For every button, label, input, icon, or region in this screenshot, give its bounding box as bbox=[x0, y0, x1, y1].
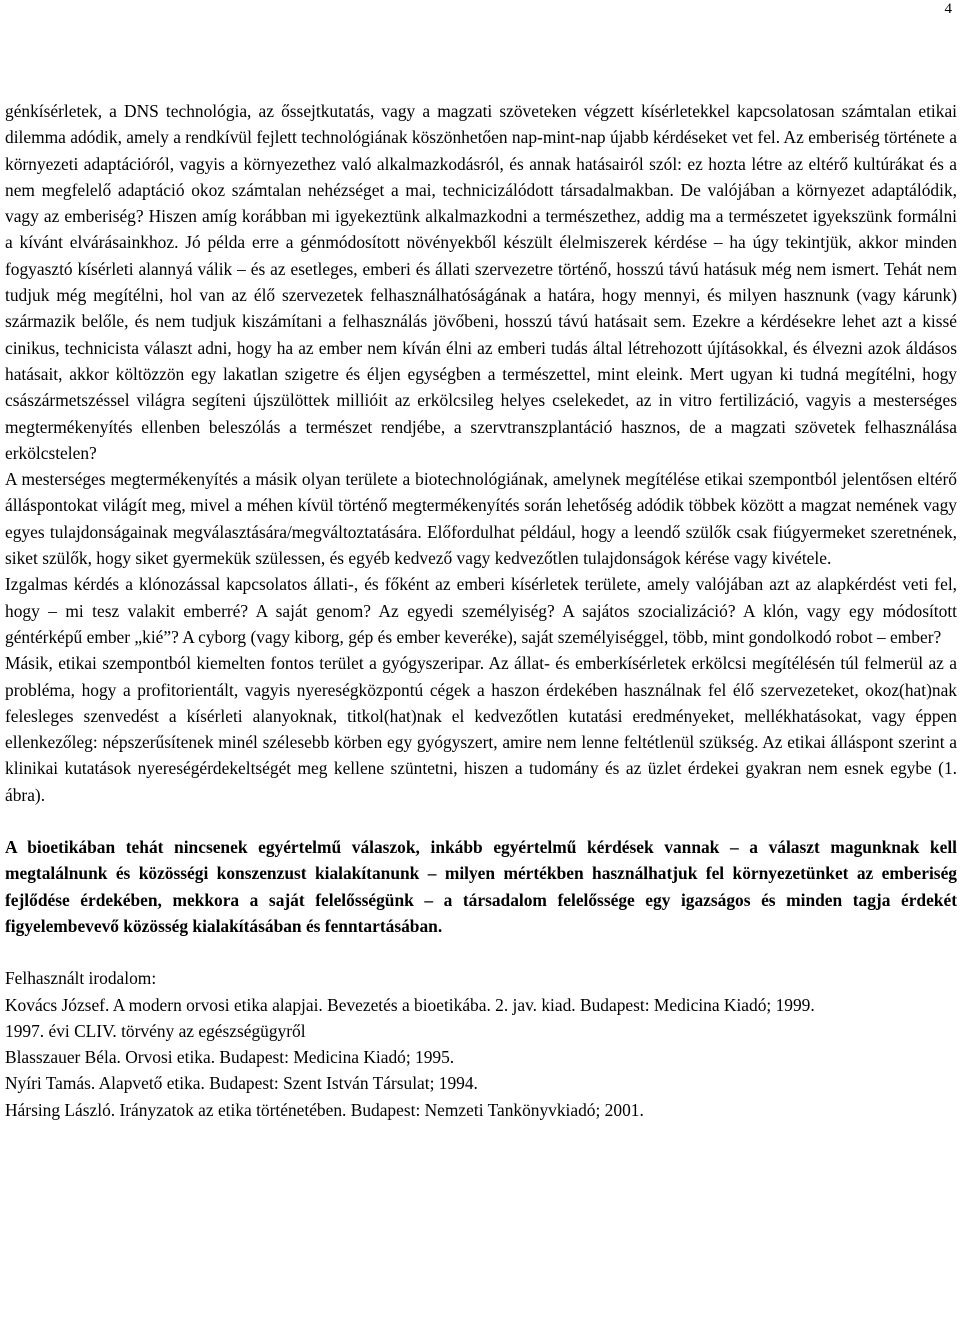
paragraph-3: Izgalmas kérdés a klónozással kapcsolatos állati-, és főként az emberi kísérletek területe, amely valójában azt az alapkérdést veti fel, hogy – mi tesz valakit emberré? A saját genom? Az egyedi személyiség? A sajátos szocializáció? A klón, vagy egy módosított géntérképű ember „kié”? A cyborg (vagy kiborg, gép és ember keveréke), saját személyiséggel, több, mint gondolkodó robot – ember? bbox=[5, 574, 957, 647]
reference-item: Blasszauer Béla. Orvosi etika. Budapest: Medicina Kiadó; 1995. bbox=[5, 1047, 455, 1068]
paragraph-1: génkísérletek, a DNS technológia, az őssejtkutatás, vagy a magzati szöveteken végzett kísérletekkel kapcsolatosan számtalan etikai dilemma adódik, amely a rendkívül fejlett technológiának köszönhetően nap-mint-nap újabb kérdéseket vet fel. Az emberiség története a környezeti adaptációról, vagyis a környezethez való alkalmazkodásról, és annak hatásairól szól: ez hozta létre az eltérő kultúrákat és a nem megfelelő adaptáció okoz számtalan nehézséget a mai, technicizálódott társadalmakban. De valójában a környezet adaptálódik, vagy az emberiség? Hiszen amíg korábban mi igyekeztünk alkalmazkodni a természethez, addig ma a természetet igyekszünk formálni a kívánt elvárásainkhoz. Jó példa erre a génmódosított növényekből készült élelmiszerek kérdése – ha úgy tekintjük, akkor minden fogyasztó kísérleti alannyá válik – és az esetleges, emberi és állati szervezetre történő, hosszú távú hatásuk még nem ismert. Tehát nem tudjuk még megítélni, hol van az élő szervezetek felhasználhatóságának a határa, hogy mennyi, és milyen hasznunk (vagy kárunk) származik belőle, és nem tudjuk kiszámítani a felhasználás jövőbeni, hosszú távú hatásait sem. Ezekre a kérdésekre lehet azt a kissé cinikus, technicista választ adni, hogy ha az ember nem kíván élni az emberi tudás által létrehozott újításokkal, és élvezni azok áldásos hatásait, akkor költözzön egy lakatlan szigetre és éljen egységben a természettel, mint eleink. Mert ugyan ki tudná megítélni, hogy császármetszéssel világra segíteni újszülöttek millióit az erkölcsileg helyes cselekedet, az in vitro fertilizáció, vagyis a mesterséges megtermékenyítés ellenben beleszólás a természet rendjébe, a szervtranszplantáció hasznos, de a magzati szövetek felhasználása erkölcstelen? bbox=[5, 101, 957, 463]
references-section bbox=[5, 965, 957, 1123]
document-body bbox=[5, 98, 957, 1123]
reference-item: Kovács József. A modern orvosi etika alapjai. Bevezetés a bioetikába. 2. jav. kiad. Budapest: Medicina Kiadó; 1999. bbox=[5, 994, 815, 1015]
reference-item: 1997. évi CLIV. törvény az egészségügyről bbox=[5, 1020, 306, 1041]
references-heading: Felhasznált irodalom: bbox=[5, 968, 157, 989]
paragraph-4: Másik, etikai szempontból kiemelten fontos terület a gyógyszeripar. Az állat- és emberkísérletek erkölcsi megítélésén túl felmerül az a probléma, hogy a profitorientált, vagyis nyereségközpontú cégek a haszon érdekében használnak fel élő szervezeteket, okoz(hat)nak felesleges szenvedést a kísérleti alanyoknak, titkol(hat)nak el kedvezőtlen kutatási eredményeket, mellékhatásokat, vagy éppen ellenkezőleg: népszerűsítenek minél szélesebb körben egy gyógyszert, amire nem lenne feltétlenül szükség. Az etikai álláspont szerint a klinikai kutatások nyereségérdekeltségét meg kellene szüntetni, hiszen a tudomány és az üzlet érdekei gyakran nem esnek egybe (1. ábra). bbox=[5, 653, 957, 805]
reference-item: Hársing László. Irányzatok az etika történetében. Budapest: Nemzeti Tankönyvkiadó; 2001. bbox=[5, 1099, 644, 1120]
conclusion-paragraph: A bioetikában tehát nincsenek egyértelmű válaszok, inkább egyértelmű kérdések vannak – a választ magunknak kell megtalálnunk és közösségi konszenzust kialakítanunk – milyen mértékben használhatjuk fel környezetünket az emberiség fejlődése érdekében, mekkora a saját felelősségünk – a társadalom felelőssége egy igazságos és minden tagja érdekét figyelembevevő közösség kialakításában és fenntartásában. bbox=[5, 837, 957, 936]
paragraph-2: A mesterséges megtermékenyítés a másik olyan területe a biotechnológiának, amelynek megítélése etikai szempontból jelentősen eltérő álláspontokat világít meg, mivel a méhen kívül történő megtermékenyítés során lehetőség adódik többek között a magzat nemének vagy egyes tulajdonságainak megválasztására/megváltoztatására. Előfordulhat például, hogy a leendő szülők csak fiúgyermeket szeretnének, siket szülők, hogy siket gyermekük szülessen, és egyéb kedvező vagy kedvezőtlen tulajdonságok kérése vagy kivétele. bbox=[5, 469, 957, 569]
page-number: 4 bbox=[944, 1, 952, 17]
reference-item: Nyíri Tamás. Alapvető etika. Budapest: Szent István Társulat; 1994. bbox=[5, 1073, 478, 1094]
